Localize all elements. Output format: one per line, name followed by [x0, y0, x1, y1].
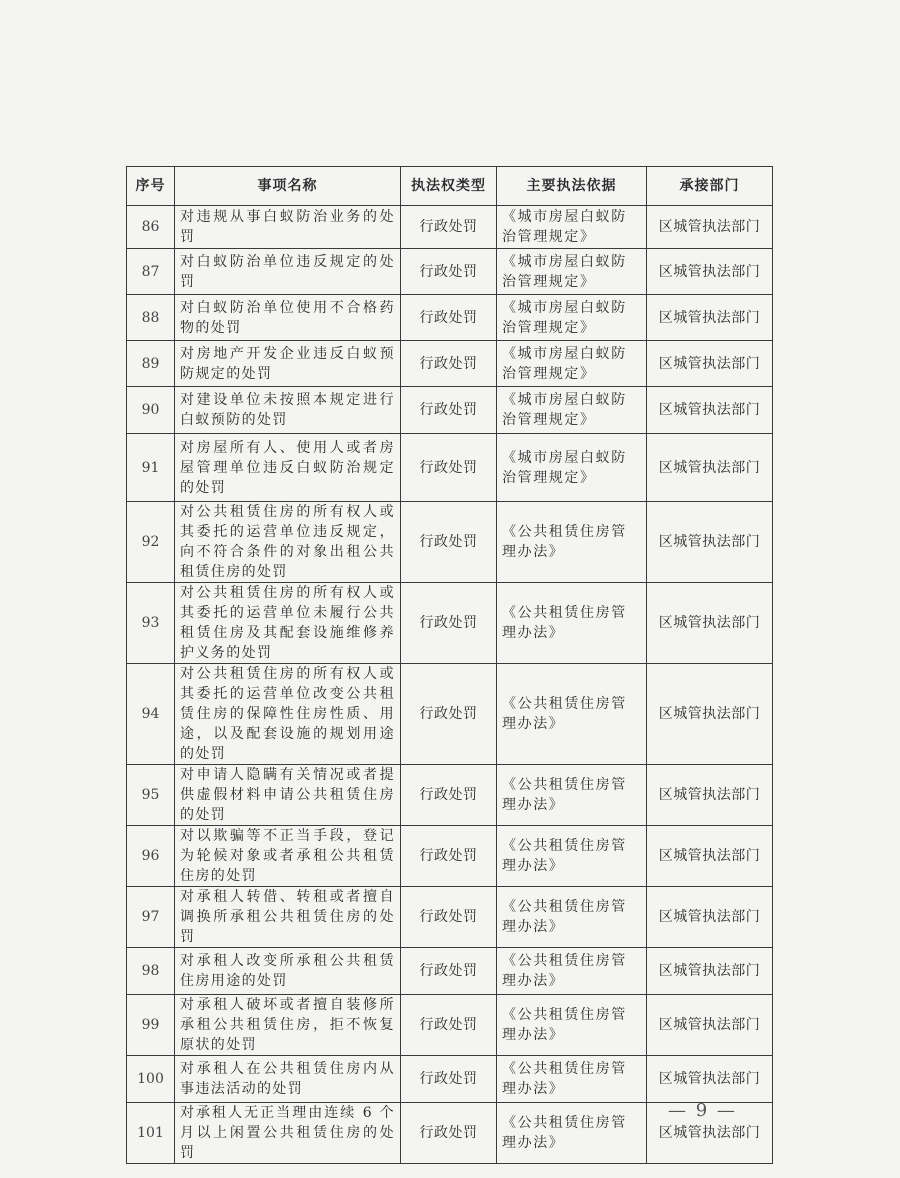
table-row — [127, 664, 773, 765]
row-number: 92 — [127, 502, 175, 583]
row-legal-basis: 《公共租赁住房管理办法》 — [497, 502, 647, 583]
row-number: 86 — [127, 206, 175, 249]
row-department: 区城管执法部门 — [647, 206, 773, 249]
table-row — [127, 826, 773, 887]
row-department: 区城管执法部门 — [647, 887, 773, 948]
row-item-name: 对白蚁防治单位使用不合格药物的处罚 — [175, 295, 401, 341]
row-department: 区城管执法部门 — [647, 502, 773, 583]
table-row — [127, 995, 773, 1056]
row-department: 区城管执法部门 — [647, 295, 773, 341]
header-department: 承接部门 — [647, 167, 773, 206]
table-row — [127, 502, 773, 583]
row-legal-basis: 《公共租赁住房管理办法》 — [497, 583, 647, 664]
table-header-row — [127, 167, 773, 206]
row-enforcement-type: 行政处罚 — [401, 995, 497, 1056]
table-row — [127, 249, 773, 295]
row-number: 95 — [127, 765, 175, 826]
header-enforcement-type: 执法权类型 — [401, 167, 497, 206]
row-number: 101 — [127, 1103, 175, 1164]
row-department: 区城管执法部门 — [647, 249, 773, 295]
row-enforcement-type: 行政处罚 — [401, 1056, 497, 1103]
row-department: 区城管执法部门 — [647, 826, 773, 887]
table-row — [127, 1056, 773, 1103]
row-item-name: 对房地产开发企业违反白蚁预防规定的处罚 — [175, 341, 401, 387]
row-department: 区城管执法部门 — [647, 1056, 773, 1103]
row-enforcement-type: 行政处罚 — [401, 826, 497, 887]
page-number: — 9 — — [668, 1100, 737, 1121]
row-department: 区城管执法部门 — [647, 948, 773, 995]
row-enforcement-type: 行政处罚 — [401, 664, 497, 765]
row-legal-basis: 《城市房屋白蚁防治管理规定》 — [497, 206, 647, 249]
row-legal-basis: 《公共租赁住房管理办法》 — [497, 948, 647, 995]
row-number: 100 — [127, 1056, 175, 1103]
row-enforcement-type: 行政处罚 — [401, 341, 497, 387]
table-row — [127, 206, 773, 249]
row-number: 91 — [127, 434, 175, 502]
row-item-name: 对公共租赁住房的所有权人或其委托的运营单位违反规定，向不符合条件的对象出租公共租赁住房的处罚 — [175, 502, 401, 583]
row-enforcement-type: 行政处罚 — [401, 1103, 497, 1164]
row-enforcement-type: 行政处罚 — [401, 295, 497, 341]
row-department: 区城管执法部门 — [647, 1103, 773, 1164]
row-enforcement-type: 行政处罚 — [401, 502, 497, 583]
row-number: 88 — [127, 295, 175, 341]
table-row — [127, 887, 773, 948]
table-row — [127, 948, 773, 995]
row-item-name: 对申请人隐瞒有关情况或者提供虚假材料申请公共租赁住房的处罚 — [175, 765, 401, 826]
row-item-name: 对公共租赁住房的所有权人或其委托的运营单位改变公共租赁住房的保障性住房性质、用途，以及配套设施的规划用途的处罚 — [175, 664, 401, 765]
row-legal-basis: 《公共租赁住房管理办法》 — [497, 887, 647, 948]
row-department: 区城管执法部门 — [647, 664, 773, 765]
row-number: 97 — [127, 887, 175, 948]
row-enforcement-type: 行政处罚 — [401, 249, 497, 295]
row-enforcement-type: 行政处罚 — [401, 434, 497, 502]
row-department: 区城管执法部门 — [647, 387, 773, 434]
row-legal-basis: 《公共租赁住房管理办法》 — [497, 995, 647, 1056]
row-item-name: 对违规从事白蚁防治业务的处罚 — [175, 206, 401, 249]
row-legal-basis: 《城市房屋白蚁防治管理规定》 — [497, 249, 647, 295]
row-item-name: 对房屋所有人、使用人或者房屋管理单位违反白蚁防治规定的处罚 — [175, 434, 401, 502]
row-number: 87 — [127, 249, 175, 295]
table-row — [127, 765, 773, 826]
row-number: 96 — [127, 826, 175, 887]
row-item-name: 对承租人在公共租赁住房内从事违法活动的处罚 — [175, 1056, 401, 1103]
row-legal-basis: 《公共租赁住房管理办法》 — [497, 765, 647, 826]
row-item-name: 对承租人转借、转租或者擅自调换所承租公共租赁住房的处罚 — [175, 887, 401, 948]
header-legal-basis: 主要执法依据 — [497, 167, 647, 206]
enforcement-items-table — [126, 166, 773, 1164]
row-legal-basis: 《公共租赁住房管理办法》 — [497, 664, 647, 765]
table-row — [127, 341, 773, 387]
row-enforcement-type: 行政处罚 — [401, 887, 497, 948]
header-serial-number: 序号 — [127, 167, 175, 206]
row-department: 区城管执法部门 — [647, 341, 773, 387]
table-row — [127, 434, 773, 502]
row-department: 区城管执法部门 — [647, 583, 773, 664]
header-item-name: 事项名称 — [175, 167, 401, 206]
row-legal-basis: 《城市房屋白蚁防治管理规定》 — [497, 295, 647, 341]
row-item-name: 对公共租赁住房的所有权人或其委托的运营单位未履行公共租赁住房及其配套设施维修养护义务的处罚 — [175, 583, 401, 664]
row-enforcement-type: 行政处罚 — [401, 387, 497, 434]
row-legal-basis: 《城市房屋白蚁防治管理规定》 — [497, 341, 647, 387]
row-number: 98 — [127, 948, 175, 995]
row-enforcement-type: 行政处罚 — [401, 765, 497, 826]
row-item-name: 对承租人无正当理由连续 6 个月以上闲置公共租赁住房的处罚 — [175, 1103, 401, 1164]
row-item-name: 对承租人破坏或者擅自装修所承租公共租赁住房，拒不恢复原状的处罚 — [175, 995, 401, 1056]
row-department: 区城管执法部门 — [647, 765, 773, 826]
table-row — [127, 387, 773, 434]
row-item-name: 对建设单位未按照本规定进行白蚁预防的处罚 — [175, 387, 401, 434]
table-row — [127, 295, 773, 341]
row-item-name: 对承租人改变所承租公共租赁住房用途的处罚 — [175, 948, 401, 995]
row-number: 99 — [127, 995, 175, 1056]
row-item-name: 对白蚁防治单位违反规定的处罚 — [175, 249, 401, 295]
row-department: 区城管执法部门 — [647, 434, 773, 502]
row-department: 区城管执法部门 — [647, 995, 773, 1056]
row-number: 90 — [127, 387, 175, 434]
row-enforcement-type: 行政处罚 — [401, 206, 497, 249]
row-enforcement-type: 行政处罚 — [401, 948, 497, 995]
row-enforcement-type: 行政处罚 — [401, 583, 497, 664]
row-number: 94 — [127, 664, 175, 765]
row-legal-basis: 《城市房屋白蚁防治管理规定》 — [497, 434, 647, 502]
table-row — [127, 583, 773, 664]
row-number: 93 — [127, 583, 175, 664]
row-number: 89 — [127, 341, 175, 387]
row-item-name: 对以欺骗等不正当手段，登记为轮候对象或者承租公共租赁住房的处罚 — [175, 826, 401, 887]
row-legal-basis: 《城市房屋白蚁防治管理规定》 — [497, 387, 647, 434]
row-legal-basis: 《公共租赁住房管理办法》 — [497, 826, 647, 887]
row-legal-basis: 《公共租赁住房管理办法》 — [497, 1103, 647, 1164]
row-legal-basis: 《公共租赁住房管理办法》 — [497, 1056, 647, 1103]
